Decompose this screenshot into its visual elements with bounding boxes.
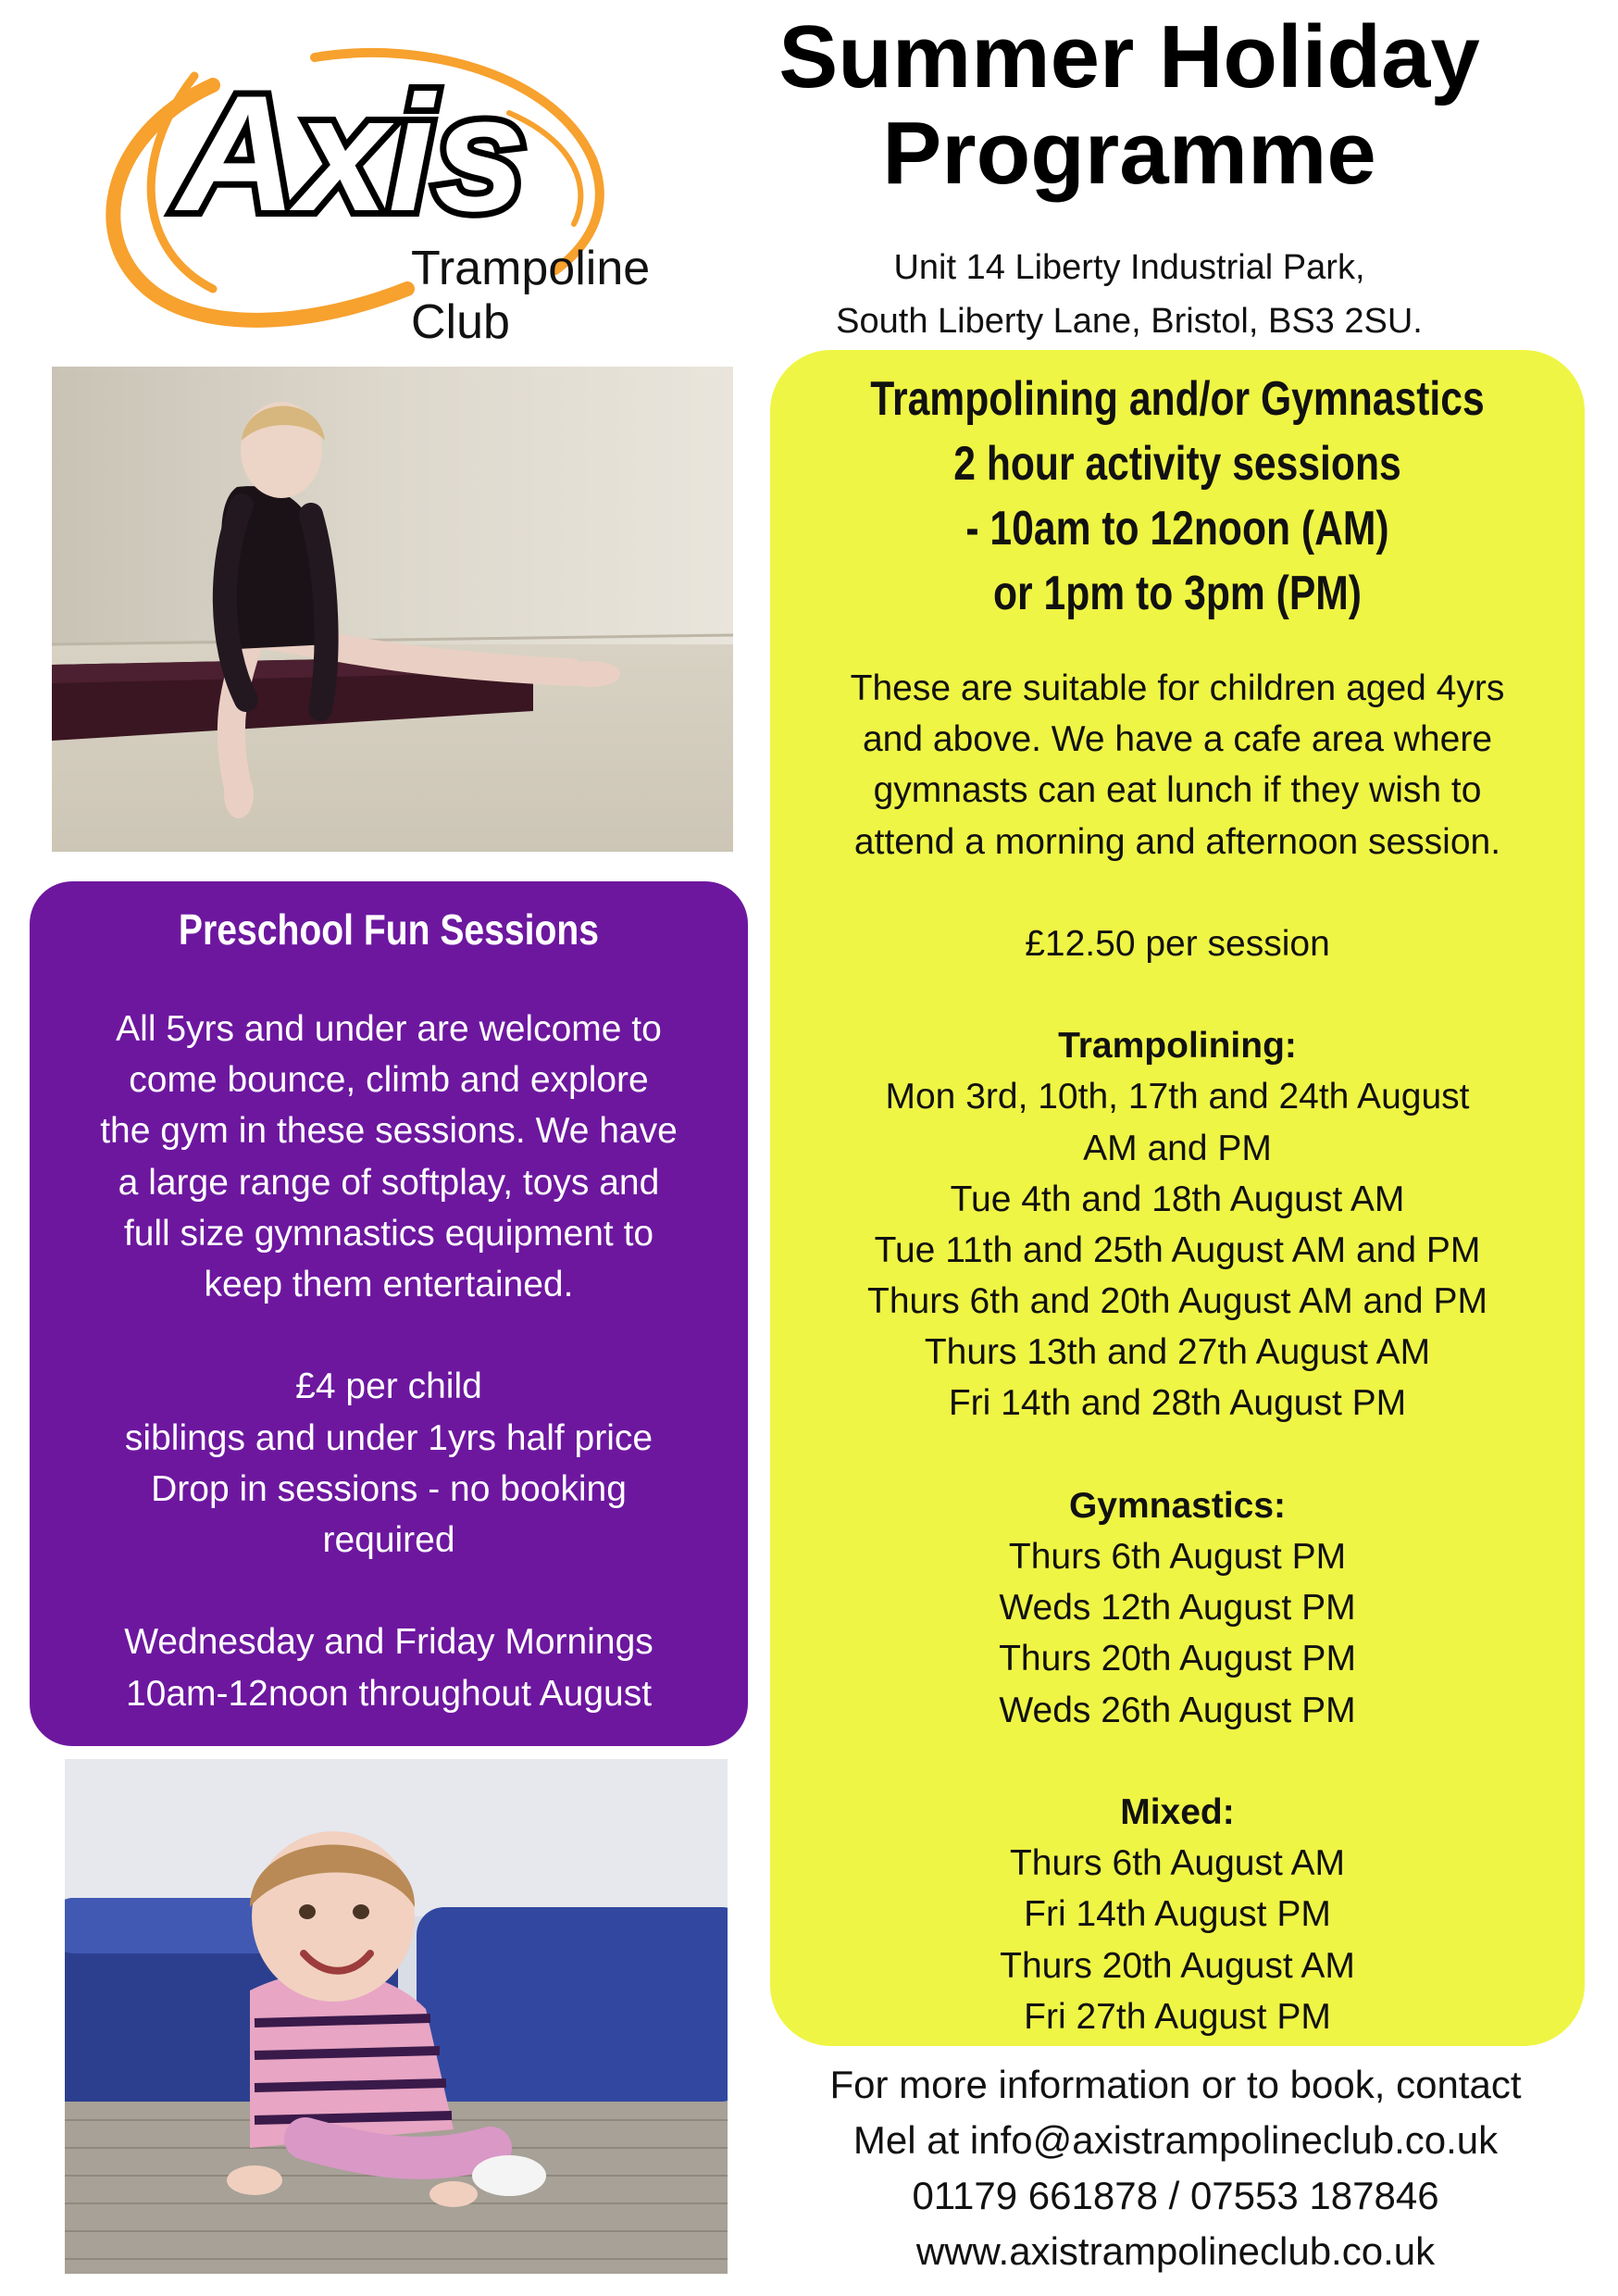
gymnastics-date: Weds 12th August PM [999, 1588, 1356, 1628]
contact-email[interactable]: Mel at info@axistrampolineclub.co.uk [853, 2118, 1499, 2162]
logo-subtitle-trampoline: Trampoline [411, 242, 651, 295]
trampolining-date: Thurs 13th and 27th August AM [924, 1332, 1431, 1372]
trampolining-date: Mon 3rd, 10th, 17th and 24th August [885, 1077, 1470, 1117]
logo-brand-text: Axis [178, 61, 526, 245]
preschool-title: Preschool Fun Sessions [178, 905, 600, 954]
contact-phone: 01179 661878 / 07553 187846 [912, 2174, 1439, 2217]
sessions-intro-line: These are suitable for children aged 4yrs [850, 668, 1505, 708]
sessions-intro-line: gymnasts can eat lunch if they wish to [873, 770, 1482, 810]
preschool-panel [30, 881, 748, 1746]
address-line-2: South Liberty Lane, Bristol, BS3 2SU. [836, 302, 1423, 341]
trampolining-date: Thurs 6th and 20th August AM and PM [867, 1281, 1487, 1321]
contact-info [750, 2057, 1601, 2279]
axis-logo [74, 20, 651, 349]
sessions-intro-line: attend a morning and afternoon session. [853, 822, 1501, 862]
trampolining-date: Tue 4th and 18th August AM [950, 1179, 1405, 1219]
contact-line: For more information or to book, contact [829, 2063, 1522, 2106]
gymnastics-title: Gymnastics: [1068, 1486, 1287, 1526]
logo-subtitle-club: Club [411, 295, 510, 349]
address-line-1: Unit 14 Liberty Industrial Park, [893, 248, 1365, 287]
trampolining-date: Fri 14th and 28th August PM [948, 1383, 1407, 1423]
gymnastics-date: Thurs 6th August PM [1008, 1537, 1347, 1577]
sessions-panel [770, 350, 1585, 2046]
gymnastics-date: Weds 26th August PM [999, 1691, 1356, 1730]
sessions-heading: Trampolining and/or Gymnastics 2 hour activity sessions - 10am to 12noon (AM) or 1pm to 3pm (PM) [870, 372, 1485, 620]
page-title-line-2: Programme [882, 104, 1376, 203]
session-price: £12.50 per session [1025, 924, 1330, 964]
sessions-intro-line: and above. We have a cafe area where [862, 719, 1493, 759]
address [648, 241, 1611, 348]
mixed-date: Fri 14th August PM [1024, 1894, 1331, 1934]
mixed-title: Mixed: [1120, 1792, 1235, 1832]
page-title [648, 9, 1611, 202]
website-link[interactable]: www.axistrampolineclub.co.uk [915, 2229, 1436, 2273]
trampolining-title: Trampolining: [1058, 1026, 1297, 1066]
trampolining-date: AM and PM [1083, 1129, 1272, 1168]
gymnast-beam-photo [52, 367, 733, 852]
mixed-date: Thurs 20th August AM [1000, 1946, 1355, 1986]
mixed-date: Fri 27th August PM [1024, 1997, 1331, 2037]
trampolining-date: Tue 11th and 25th August AM and PM [874, 1230, 1481, 1270]
toddler-photo [65, 1759, 728, 2274]
preschool-description: All 5yrs and under are welcome to come bounce, climb and explore the gym in these sessions. We have a large range of softplay, toys and full size gymnastics equipment to keep them entertained. £4 per child siblings and under 1yrs half price Drop in sessions - no booking required Wednesday and Friday Mornings 10am-12noon throughout August [100, 1009, 678, 1714]
page-title-line-1: Summer Holiday [778, 7, 1480, 106]
gymnastics-date: Thurs 20th August PM [999, 1639, 1356, 1678]
mixed-date: Thurs 6th August AM [1009, 1843, 1346, 1883]
